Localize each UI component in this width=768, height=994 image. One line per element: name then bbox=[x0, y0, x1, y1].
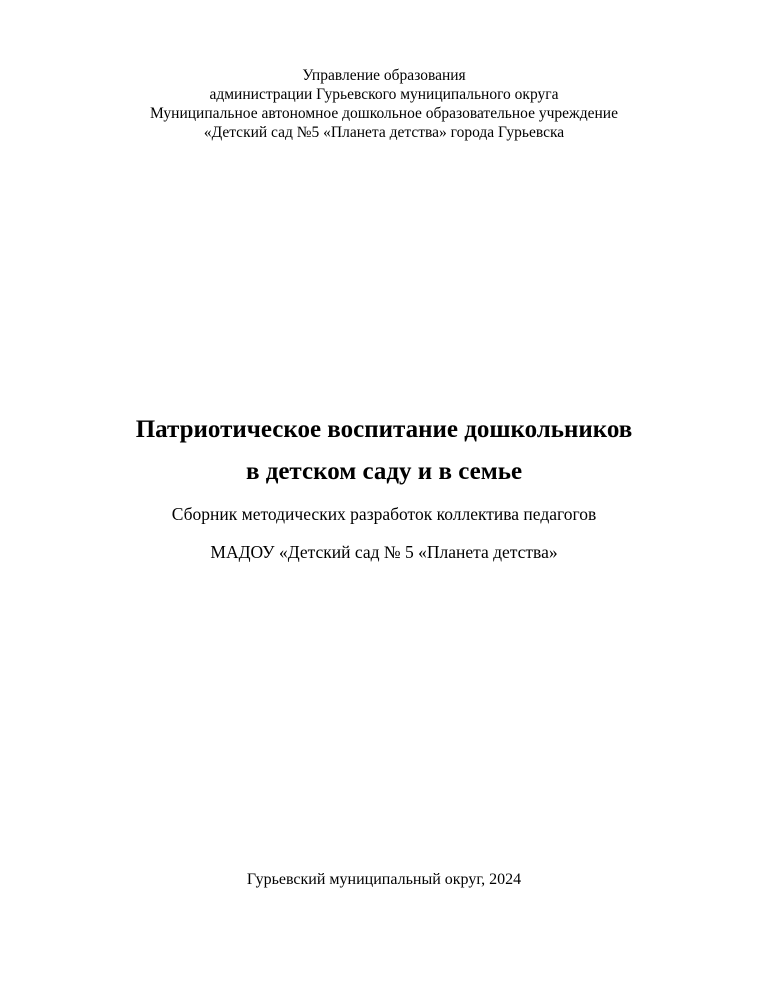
document-title-line-1: Патриотическое воспитание дошкольников bbox=[135, 416, 633, 443]
document-title-line-2: в детском саду и в семье bbox=[245, 458, 523, 485]
header-line-institution-type: Муниципальное автономное дошкольное образовательное учреждение bbox=[150, 105, 618, 122]
title-block bbox=[0, 410, 768, 562]
document-subtitle-line-1: Сборник методических разработок коллектива педагогов bbox=[171, 504, 597, 524]
header-line-administration: администрации Гурьевского муниципального округа bbox=[209, 86, 559, 103]
institution-header bbox=[0, 66, 768, 142]
publication-place-year: Гурьевский муниципальный округ, 2024 bbox=[246, 871, 522, 888]
header-line-department: Управление образования bbox=[302, 67, 466, 84]
header-line-institution-name: «Детский сад №5 «Планета детства» города Гурьевска bbox=[203, 124, 565, 141]
document-subtitle-line-2: МАДОУ «Детский сад № 5 «Планета детства» bbox=[210, 542, 558, 562]
